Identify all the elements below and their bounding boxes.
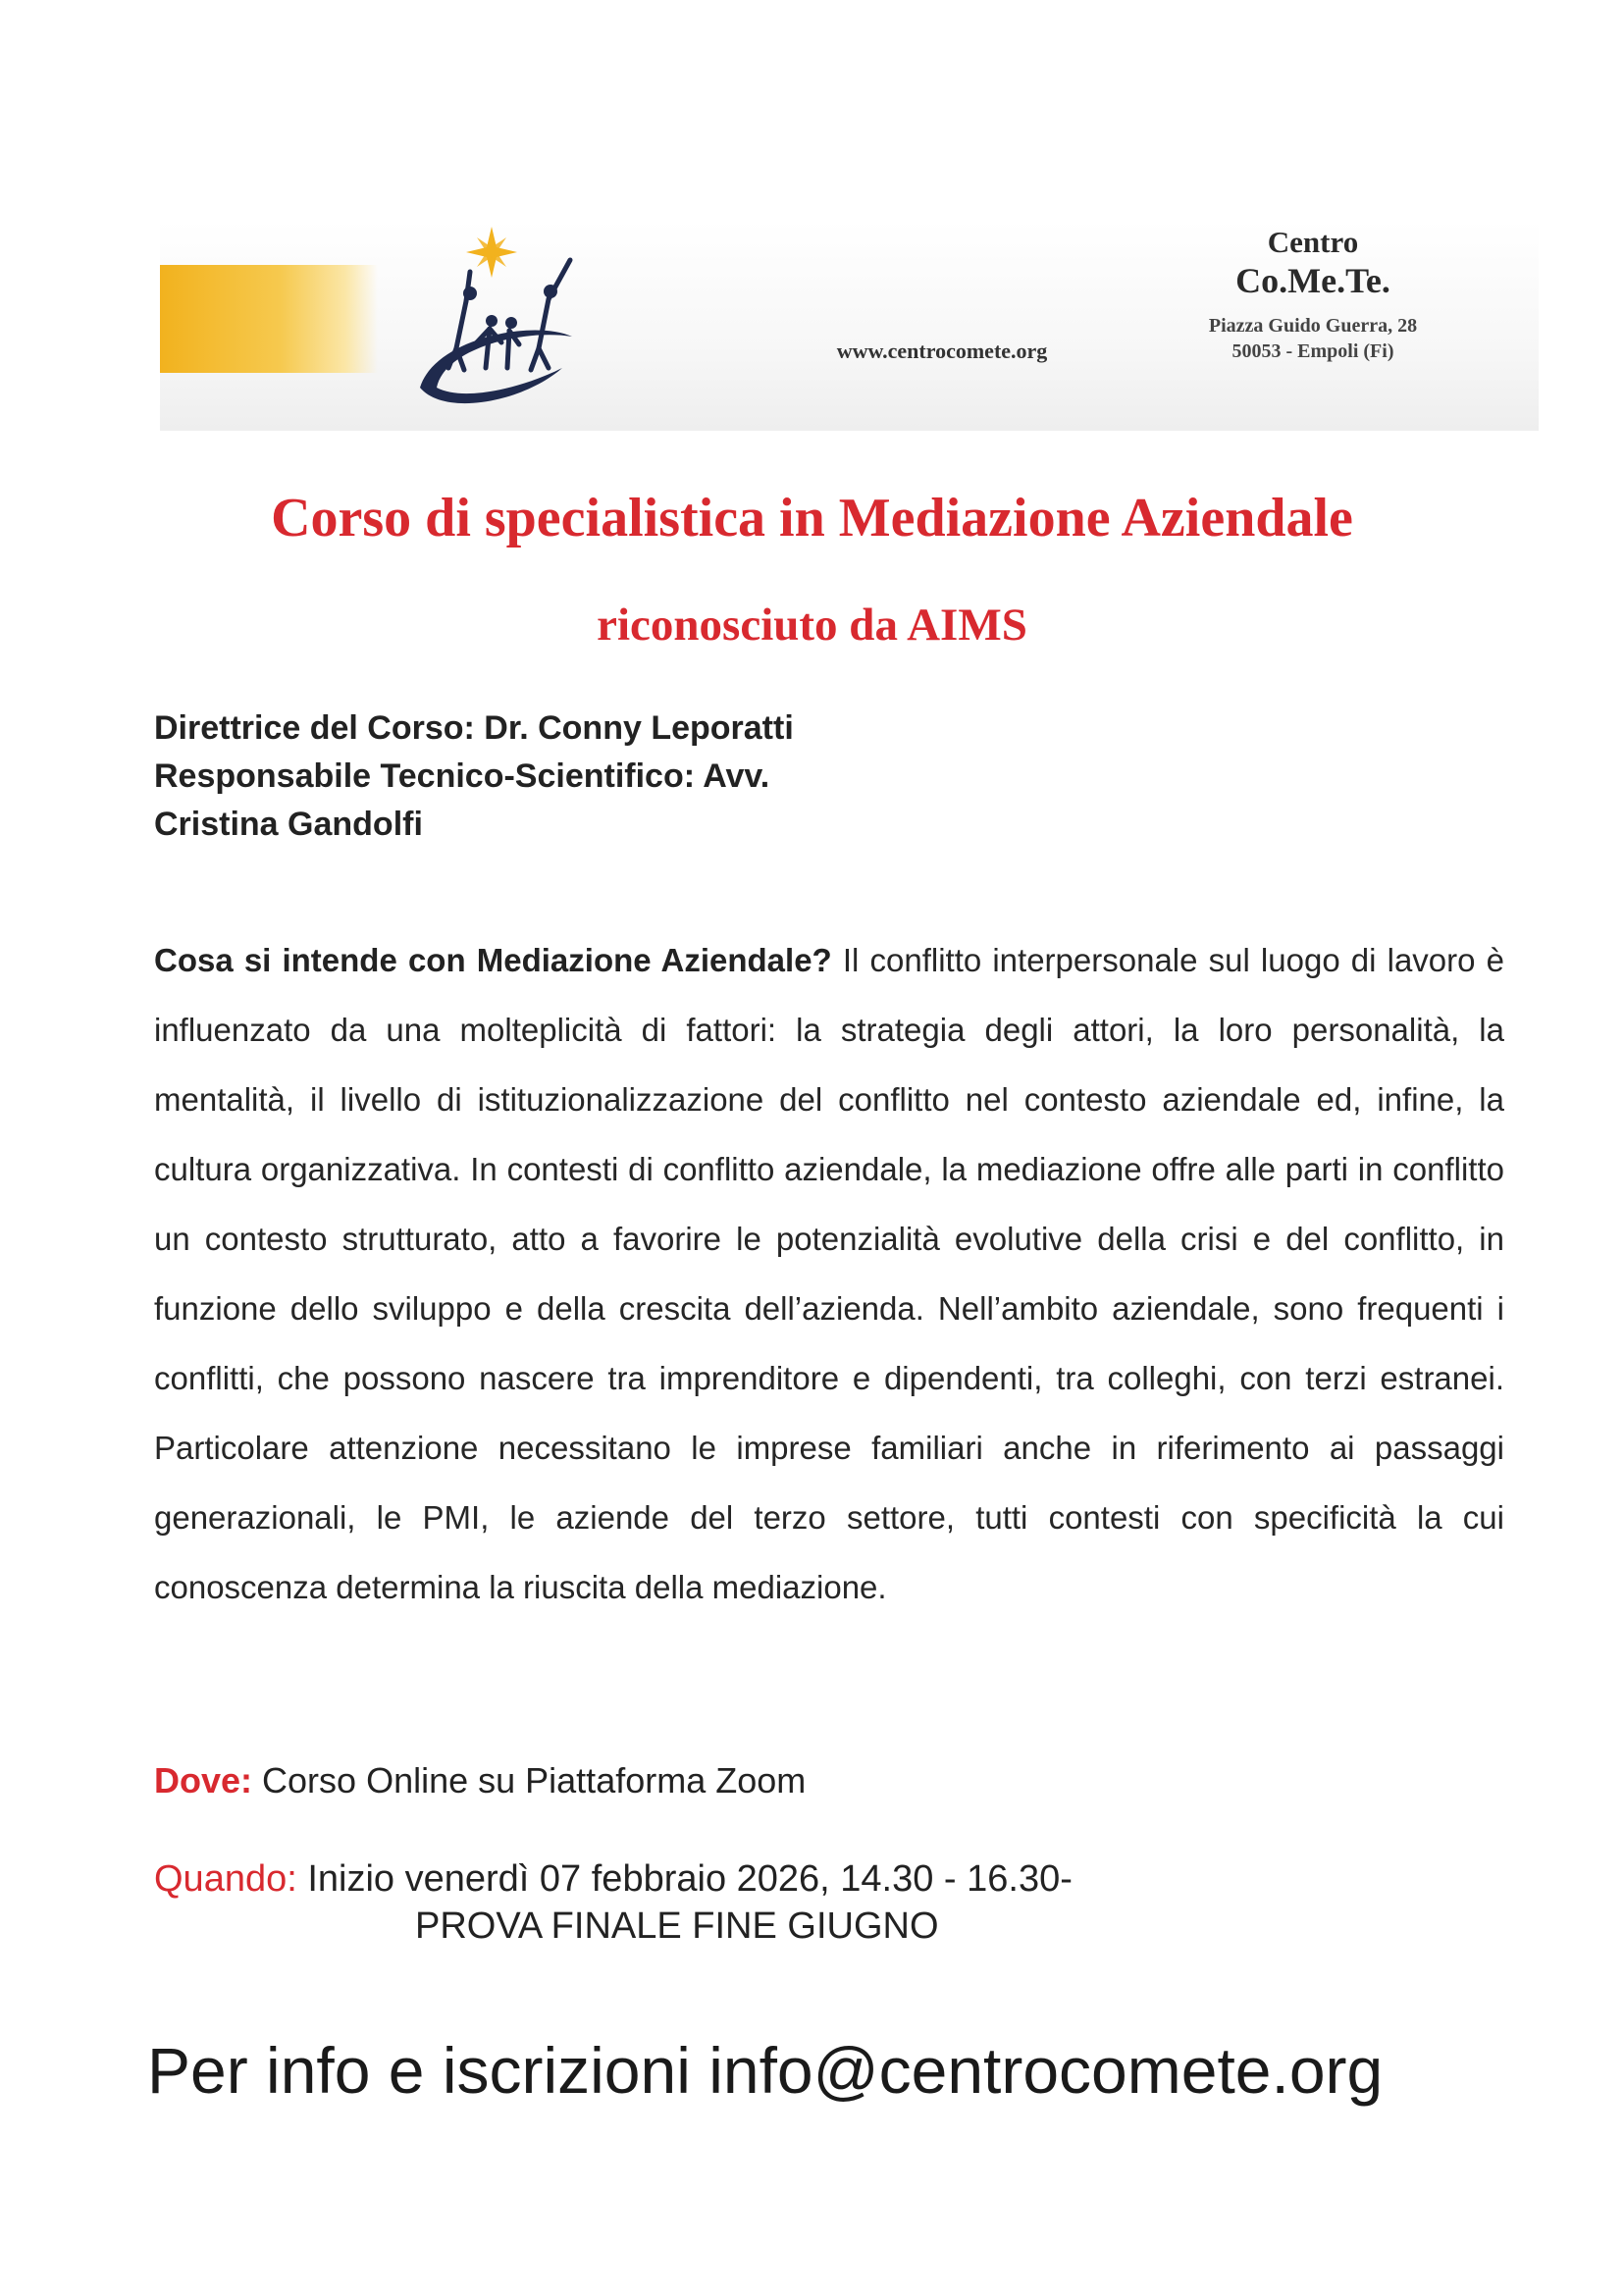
page-title: Corso di specialistica in Mediazione Aziendale — [271, 488, 1353, 548]
header-banner — [160, 221, 1539, 431]
organization-block — [1185, 221, 1441, 364]
staff-technical-lead: Responsabile Tecnico-Scientifico: Avv. — [154, 757, 770, 795]
staff-director: Direttrice del Corso: Dr. Conny Leporatti — [154, 709, 794, 747]
family-logo-icon — [376, 221, 602, 431]
when-final-exam: PROVA FINALE FINE GIUGNO — [415, 1905, 939, 1947]
description-text: Il conflitto interpersonale sul luogo di lavoro è influenzato da una molteplicità di fattori: la strategia degli attori, la loro personalità, la mentalità, il livello di istituzionalizzazione del conflitto nel contesto aziendale ed, infine, la cultura organizzativa. In contesti di conflitto aziendale, la mediazione offre alle parti in conflitto un contesto strutturato, atto a favorire le potenzialità evolutive della crisi e del conflitto, in funzione dello sviluppo e della crescita dell’azienda. Nell’ambito aziendale, sono frequenti i conflitti, che possono nascere tra imprenditore e dipendenti, tra colleghi, con terzi estranei. Particolare attenzione necessitano le imprese familiari anche in riferimento ai passaggi generazionali, le PMI, le aziende del terzo settore, tutti contesti con specificità la cui conoscenza determina la riuscita della mediazione. — [154, 942, 1504, 1605]
org-address — [1185, 313, 1441, 364]
description-lead: Cosa si intende con Mediazione Aziendale? — [154, 942, 832, 978]
website-url: www.centrocomete.org — [836, 339, 1048, 363]
description-paragraph — [154, 925, 1504, 1622]
contact-info: Per info e iscrizioni info@centrocomete.org — [147, 2034, 1384, 2107]
where-value: Corso Online su Piattaforma Zoom — [252, 1760, 807, 1800]
address-line2: 50053 - Empoli (Fi) — [1231, 340, 1394, 362]
staff-technical-lead-name: Cristina Gandolfi — [154, 806, 423, 843]
org-name-line2: Co.Me.Te. — [1235, 261, 1390, 300]
sun-gradient-bar — [160, 265, 378, 373]
org-name-line1: Centro — [1267, 225, 1359, 259]
course-staff — [154, 704, 939, 849]
when-value: Inizio venerdì 07 febbraio 2026, 14.30 - 16.30- — [296, 1858, 1073, 1900]
page-subtitle: riconosciuto da AIMS — [597, 600, 1027, 651]
when-label: Quando: — [154, 1858, 297, 1900]
when-line — [154, 1854, 1073, 1904]
where-line — [154, 1760, 806, 1801]
where-label: Dove: — [154, 1760, 253, 1800]
address-line1: Piazza Guido Guerra, 28 — [1208, 315, 1418, 337]
